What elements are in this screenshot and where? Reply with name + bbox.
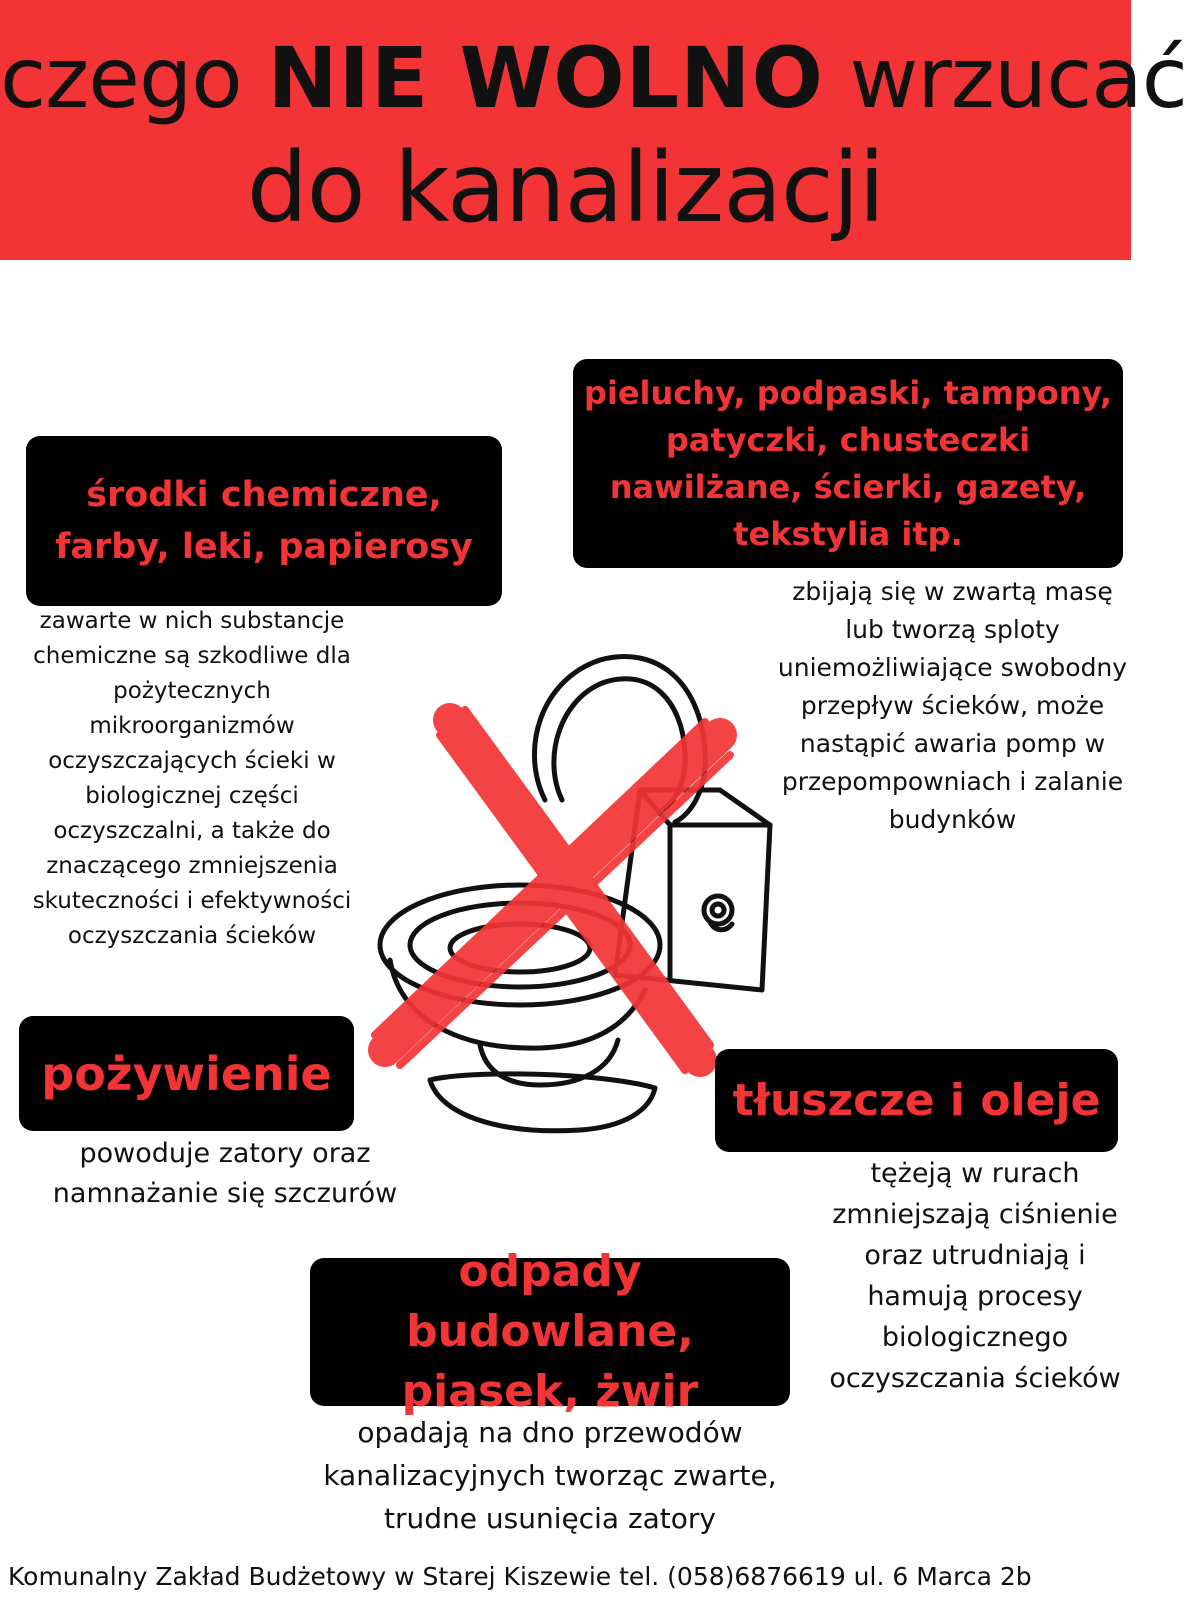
category-box-food: pożywienie [19,1016,354,1131]
category-description-chemicals: zawarte w nich substancje chemiczne są szkodliwe dla pożytecznych mikroorganizmów oczyszczających ścieki w biologicznej części oczyszczalni, a także do znaczącego zmniejszenia skuteczności i efektywności oczyszczania ścieków [32,608,352,949]
category-description-food: powoduje zatory oraz namnażanie się szczurów [52,1138,398,1209]
title-emphasis: NIE WOLNO [267,29,824,127]
category-description-fats-oils: tężeją w rurach zmniejszają ciśnienie oraz utrudniają i hamują procesy biologicznego oczyszczania ścieków [829,1158,1121,1394]
category-description-construction-waste: opadają na dno przewodów kanalizacyjnych tworząc zwarte, trudne usunięcia zatory [323,1416,777,1535]
page-title-line-2: do kanalizacji [246,132,885,244]
header-banner [0,0,1187,260]
category-description-hygiene-products: zbijają się w zwartą masę lub tworzą sploty uniemożliwiające swobodny przepływ ścieków, może nastąpić awaria pomp w przepompowniach i zalanie budynków [777,577,1128,834]
page-title-line-1 [0,18,1187,138]
category-box-construction-waste: odpady budowlane, piasek, żwir [310,1258,790,1406]
title-prefix: czego [0,29,268,127]
category-box-fats-oils: tłuszcze i oleje [715,1049,1118,1152]
footer-contact: Komunalny Zakład Budżetowy w Starej Kiszewie tel. (058)6876619 ul. 6 Marca 2b [8,1562,1032,1591]
title-suffix: wrzucać [823,29,1187,127]
category-box-hygiene-products: pieluchy, podpaski, tampony, patyczki, chusteczki nawilżane, ścierki, gazety, tekstylia itp. [573,359,1123,568]
category-box-chemicals: środki chemiczne, farby, leki, papierosy [26,436,502,606]
